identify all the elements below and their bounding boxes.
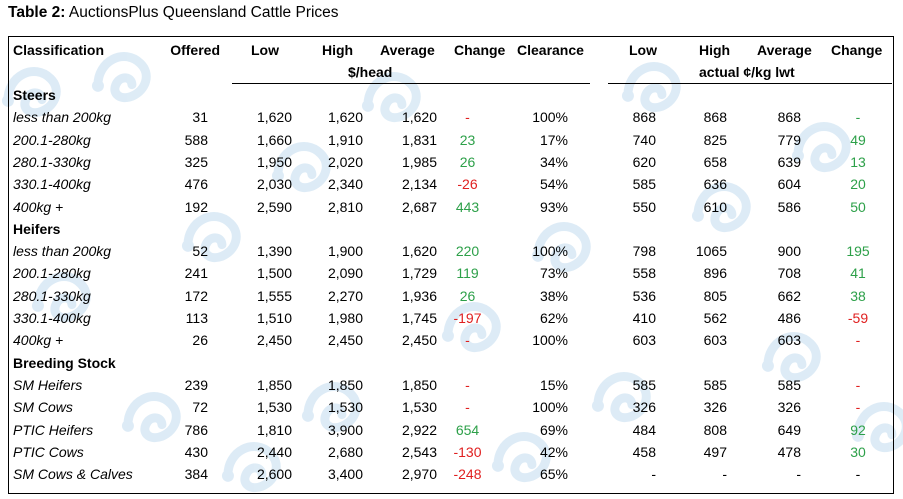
cell-change: 443	[455, 198, 480, 215]
cell-avg2: 585	[777, 376, 801, 393]
cell-high: 1,980	[327, 310, 363, 326]
cell-high: 2,090	[327, 265, 363, 282]
cell-low2: 585	[632, 176, 656, 193]
cell-offered: 172	[184, 287, 208, 304]
cell-low2: 458	[632, 443, 656, 460]
section-header: Breeding Stock	[13, 354, 116, 371]
cell-avg: 1,620	[401, 243, 437, 260]
cell-avg: 1,530	[401, 399, 437, 416]
cell-high: 2,810	[327, 198, 363, 215]
cell-high: 1,620	[327, 109, 363, 126]
cell-change: -	[465, 399, 470, 416]
cell-change2: 30	[850, 443, 866, 460]
cell-change2: 13	[850, 153, 866, 170]
cell-high2: 1065	[695, 243, 727, 260]
cell-avg: 1,936	[401, 287, 437, 304]
cell-avg: 1,985	[401, 153, 437, 170]
cell-low2: 740	[632, 131, 656, 148]
cell-clearance: 73%	[539, 265, 568, 282]
cell-high: 3,900	[327, 421, 363, 438]
cell-avg: 1,620	[401, 109, 437, 126]
cell-high2: 497	[703, 443, 727, 460]
cell-change2: 38	[850, 287, 866, 304]
cell-change2: 195	[846, 243, 870, 260]
cell-change2: -	[855, 109, 861, 126]
cell-label: less than 200kg	[13, 109, 112, 126]
cell-low2: -	[651, 466, 656, 483]
cell-change: 654	[455, 421, 480, 438]
cell-clearance: 34%	[539, 153, 568, 170]
cell-low: 2,450	[256, 332, 292, 349]
cell-avg2: 900	[777, 243, 801, 260]
cell-avg: 2,450	[401, 332, 437, 349]
cell-clearance: 100%	[532, 243, 568, 260]
cell-low: 1,530	[256, 399, 292, 416]
unit-per-kg: actual ¢/kg lwt	[699, 64, 795, 80]
cell-low: 2,590	[256, 198, 292, 215]
cell-avg: 1,831	[401, 131, 437, 148]
cell-high2: 603	[703, 332, 727, 349]
header-low-kg: Low	[629, 42, 657, 58]
cell-avg2: 478	[777, 443, 801, 460]
cell-clearance: 15%	[539, 376, 568, 393]
header-average: Average	[380, 42, 435, 58]
cell-clearance: 54%	[539, 176, 568, 193]
cell-label: 200.1-280kg	[13, 265, 91, 282]
cell-label: 330.1-400kg	[13, 176, 91, 193]
cell-label: 330.1-400kg	[13, 310, 91, 326]
cell-offered: 26	[192, 332, 208, 349]
cell-low: 1,620	[256, 109, 292, 126]
cell-high: 1,900	[327, 243, 363, 260]
cell-change2: -	[855, 399, 861, 416]
cell-change: 23	[459, 131, 476, 148]
cell-low: 1,555	[256, 287, 292, 304]
cell-offered: 192	[184, 198, 208, 215]
cell-change: -	[465, 376, 470, 393]
header-high-kg: High	[699, 42, 731, 58]
header-clearance: Clearance	[517, 42, 584, 58]
cell-clearance: 42%	[539, 443, 568, 460]
cell-change2: -	[855, 466, 861, 483]
cell-label: 280.1-330kg	[13, 287, 91, 304]
cell-high2: 658	[703, 153, 727, 170]
cell-change: -	[465, 109, 470, 126]
cell-avg2: 868	[777, 109, 801, 126]
cell-offered: 325	[184, 153, 208, 170]
cell-label: PTIC Heifers	[13, 421, 94, 438]
cell-label: SM Cows	[13, 399, 73, 416]
unit-per-head: $/head	[348, 64, 393, 80]
cell-avg2: 779	[777, 131, 801, 148]
cell-avg: 2,687	[401, 198, 437, 215]
cell-offered: 588	[184, 131, 208, 148]
cell-label: PTIC Cows	[13, 443, 84, 460]
cell-low: 1,660	[256, 131, 292, 148]
cell-avg2: -	[796, 466, 801, 483]
cell-low2: 484	[632, 421, 656, 438]
unit-head-underline	[232, 83, 590, 84]
cell-high2: 326	[703, 399, 727, 416]
cell-change: 26	[459, 287, 476, 304]
cell-offered: 241	[184, 265, 208, 282]
cell-offered: 430	[184, 443, 208, 460]
cell-high2: -	[722, 466, 727, 483]
cell-clearance: 100%	[532, 399, 568, 416]
cell-low2: 620	[632, 153, 656, 170]
cell-avg2: 604	[777, 176, 801, 193]
cell-low2: 585	[632, 376, 656, 393]
cell-avg2: 586	[777, 198, 801, 215]
cell-label: SM Cows & Calves	[13, 466, 133, 483]
cell-avg: 2,922	[401, 421, 437, 438]
cell-low: 1,850	[256, 376, 292, 393]
cell-avg2: 708	[777, 265, 801, 282]
cell-offered: 786	[184, 421, 208, 438]
cell-offered: 239	[184, 376, 208, 393]
cell-change: -26	[457, 176, 478, 193]
cell-high: 2,340	[327, 176, 363, 193]
cell-label: less than 200kg	[13, 243, 112, 260]
cell-label: SM Heifers	[13, 376, 83, 393]
cell-clearance: 38%	[539, 287, 568, 304]
cell-low2: 868	[632, 109, 656, 126]
cell-avg: 2,970	[401, 466, 437, 483]
cell-avg: 1,745	[401, 310, 437, 326]
cell-avg2: 639	[777, 153, 801, 170]
cell-change: -	[465, 332, 470, 349]
cell-change2: 50	[850, 198, 866, 215]
cell-low: 1,390	[256, 243, 292, 260]
cell-low: 1,810	[256, 421, 292, 438]
cell-low: 2,600	[256, 466, 292, 483]
cell-low2: 550	[632, 198, 656, 215]
cell-change: 220	[455, 243, 480, 260]
cell-avg: 2,134	[401, 176, 437, 193]
cell-offered: 31	[192, 109, 208, 126]
cell-high2: 868	[703, 109, 727, 126]
cell-change2: -59	[847, 310, 869, 326]
cell-low2: 410	[632, 310, 656, 326]
cell-high2: 610	[703, 198, 727, 215]
header-average-kg: Average	[757, 42, 812, 58]
cell-label: 400kg +	[13, 332, 64, 349]
cell-low2: 603	[632, 332, 656, 349]
header-change-kg: Change	[831, 42, 883, 58]
cell-low: 2,030	[256, 176, 292, 193]
cell-high: 2,270	[327, 287, 363, 304]
cell-clearance: 93%	[539, 198, 568, 215]
cell-high2: 896	[703, 265, 727, 282]
cell-change2: -	[855, 376, 861, 393]
section-header: Heifers	[13, 220, 61, 237]
cell-change: 26	[459, 153, 476, 170]
header-high: High	[322, 42, 354, 58]
cell-clearance: 65%	[539, 466, 568, 483]
cell-high: 3,400	[327, 466, 363, 483]
cell-high2: 636	[703, 176, 727, 193]
cell-avg: 1,850	[401, 376, 437, 393]
cell-low2: 536	[632, 287, 656, 304]
cell-low: 1,510	[256, 310, 292, 326]
cell-change2: 41	[850, 265, 866, 282]
cell-high: 1,530	[327, 399, 363, 416]
header-classification: Classification	[13, 42, 105, 58]
cell-change: -248	[453, 466, 482, 483]
cell-change2: 92	[850, 421, 866, 438]
cell-offered: 72	[192, 399, 208, 416]
cell-change: -130	[453, 443, 482, 460]
table-title	[8, 3, 339, 23]
header-change: Change	[454, 42, 506, 58]
cell-high2: 808	[703, 421, 727, 438]
cell-high: 2,450	[327, 332, 363, 349]
cell-low2: 798	[632, 243, 656, 260]
cell-high: 2,020	[327, 153, 363, 170]
unit-kg-underline	[608, 83, 892, 84]
cell-avg: 1,729	[401, 265, 437, 282]
cell-change: 119	[456, 265, 479, 282]
cell-change2: -	[855, 332, 861, 349]
cell-high: 1,910	[327, 131, 363, 148]
cell-label: 200.1-280kg	[13, 131, 91, 148]
section-header: Steers	[13, 87, 56, 103]
cell-avg2: 486	[777, 310, 801, 326]
cell-offered: 52	[192, 243, 208, 260]
cell-high2: 825	[703, 131, 727, 148]
cell-avg2: 649	[777, 421, 801, 438]
cell-low: 1,500	[256, 265, 292, 282]
cell-avg2: 603	[777, 332, 801, 349]
cell-clearance: 69%	[539, 421, 568, 438]
cell-clearance: 100%	[532, 332, 568, 349]
table-title-prefix: Table 2:	[8, 4, 66, 21]
table-title-text: AuctionsPlus Queensland Cattle Prices	[65, 4, 339, 21]
cell-clearance: 100%	[532, 109, 568, 126]
cell-label: 400kg +	[13, 198, 64, 215]
cell-offered: 113	[185, 310, 208, 326]
header-offered: Offered	[170, 42, 220, 58]
cell-clearance: 17%	[539, 131, 568, 148]
cell-change: -197	[453, 310, 482, 326]
cell-low2: 326	[632, 399, 656, 416]
cell-label: 280.1-330kg	[13, 153, 91, 170]
cell-avg: 2,543	[401, 443, 437, 460]
cell-change2: 49	[850, 131, 866, 148]
cell-change2: 20	[850, 176, 866, 193]
header-low: Low	[251, 42, 279, 58]
cell-high2: 562	[703, 310, 727, 326]
cell-high2: 805	[703, 287, 727, 304]
cell-high: 1,850	[327, 376, 363, 393]
cell-low: 2,440	[256, 443, 292, 460]
cell-high: 2,680	[327, 443, 363, 460]
cell-clearance: 62%	[539, 310, 568, 326]
cell-offered: 476	[184, 176, 208, 193]
cell-avg2: 326	[777, 399, 801, 416]
cell-low2: 558	[632, 265, 656, 282]
cell-high2: 585	[703, 376, 727, 393]
cell-low: 1,950	[256, 153, 292, 170]
cell-avg2: 662	[777, 287, 801, 304]
cell-offered: 384	[184, 466, 208, 483]
